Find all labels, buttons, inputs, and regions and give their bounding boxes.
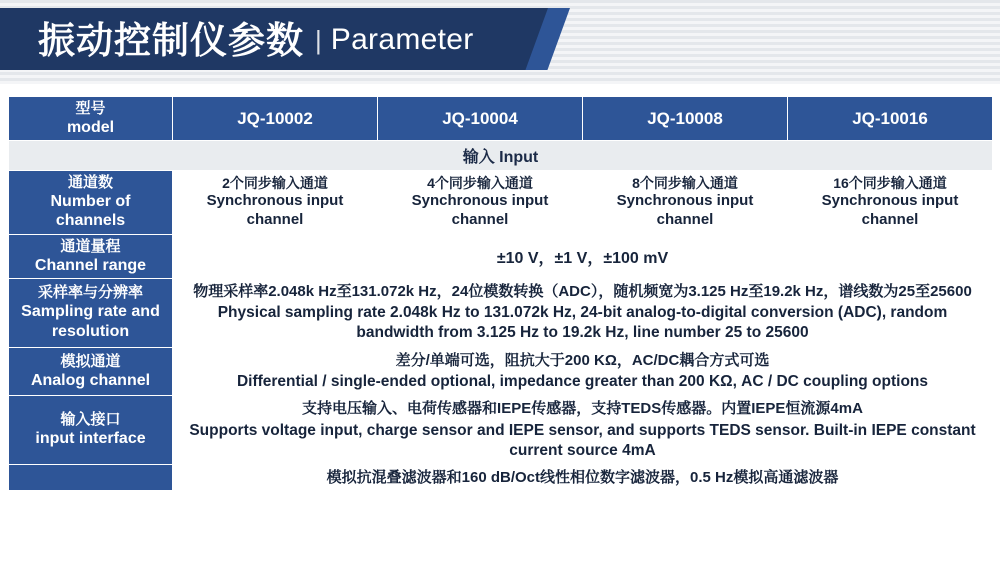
header-cell-model-3: JQ-10008 bbox=[583, 97, 788, 141]
row-label-channels-cn: 通道数 bbox=[67, 174, 113, 192]
table-header-row bbox=[9, 97, 993, 141]
cell-analog-channel-en: Differential / single-ended optional, impedance greater than 200 KΩ, AC / DC coupling options bbox=[236, 373, 929, 391]
page-title-cn: 振动控制仪参数 bbox=[38, 19, 304, 61]
cell-channels-2-en: Synchronous input channel bbox=[411, 192, 549, 229]
table-row bbox=[9, 234, 993, 278]
table-row bbox=[9, 347, 993, 396]
table-row bbox=[9, 396, 993, 465]
cell-channel-range: ±10 V，±1 V，±100 mV bbox=[173, 234, 993, 278]
header-model-en: model bbox=[66, 119, 115, 136]
row-label-analog-channel-cn: 模拟通道 bbox=[60, 352, 121, 370]
row-label-input-interface-cn: 输入接口 bbox=[60, 411, 121, 429]
row-label-filter bbox=[9, 464, 173, 491]
cell-analog-channel-cn: 差分/单端可选，阻抗大于200 KΩ，AC/DC耦合方式可选 bbox=[395, 351, 770, 369]
header-cell-model-1: JQ-10002 bbox=[173, 97, 378, 141]
cell-channels-1-en: Synchronous input channel bbox=[206, 192, 344, 229]
cell-sampling-rate-en: Physical sampling rate 2.048k Hz to 131.072k Hz, 24-bit analog-to-digital conversion (ADC), random bandwidth from 3.125 Hz to 19.2k Hz, line number 25 to 25600 bbox=[217, 304, 948, 342]
row-label-channel-range-en: Channel range bbox=[34, 256, 147, 274]
table-row bbox=[9, 278, 993, 347]
header-model-cn: 型号 bbox=[75, 100, 106, 117]
page-title bbox=[38, 12, 474, 68]
page-header bbox=[0, 0, 1000, 84]
section-label-input: 输入 Input bbox=[9, 141, 993, 171]
cell-channels-3-en: Synchronous input channel bbox=[616, 192, 754, 229]
row-label-input-interface bbox=[9, 396, 173, 465]
row-label-sampling-rate-en: Sampling rate and resolution bbox=[21, 303, 160, 340]
table-row bbox=[9, 171, 993, 234]
cell-sampling-rate bbox=[173, 278, 993, 347]
cell-analog-channel bbox=[173, 347, 993, 396]
page-title-en: Parameter bbox=[330, 23, 474, 56]
page-title-separator: | bbox=[315, 24, 322, 55]
row-label-analog-channel-en: Analog channel bbox=[30, 371, 151, 389]
cell-channels-4-en: Synchronous input channel bbox=[821, 192, 959, 229]
cell-channels-3 bbox=[583, 171, 788, 234]
row-label-sampling-rate bbox=[9, 278, 173, 347]
cell-channels-3-cn: 8个同步输入通道 bbox=[632, 174, 738, 191]
row-label-analog-channel bbox=[9, 347, 173, 396]
table-row bbox=[9, 464, 993, 491]
row-label-channel-range bbox=[9, 234, 173, 278]
cell-input-interface-en: Supports voltage input, charge sensor and IEPE sensor, and supports TEDS sensor. Built-in IEPE constant current source 4mA bbox=[189, 421, 976, 459]
cell-channels-1-cn: 2个同步输入通道 bbox=[222, 174, 328, 191]
cell-filter bbox=[173, 464, 993, 491]
spec-table-wrapper bbox=[8, 96, 992, 491]
row-label-channels-en: Number of channels bbox=[50, 193, 131, 230]
cell-sampling-rate-cn: 物理采样率2.048k Hz至131.072k Hz，24位模数转换（ADC），随机频宽为3.125 Hz至19.2k Hz，谱线数为25至25600 bbox=[193, 282, 972, 300]
cell-channels-2-cn: 4个同步输入通道 bbox=[427, 174, 533, 191]
cell-filter-cn: 模拟抗混叠滤波器和160 dB/Oct线性相位数字滤波器，0.5 Hz模拟高通滤波器 bbox=[326, 468, 839, 486]
table-section-row-input bbox=[9, 141, 993, 171]
row-label-sampling-rate-cn: 采样率与分辨率 bbox=[37, 284, 143, 302]
header-cell-model-2: JQ-10004 bbox=[378, 97, 583, 141]
cell-channels-1 bbox=[173, 171, 378, 234]
cell-channels-4 bbox=[788, 171, 993, 234]
row-label-channels bbox=[9, 171, 173, 234]
cell-input-interface bbox=[173, 396, 993, 465]
row-label-channel-range-cn: 通道量程 bbox=[60, 237, 121, 255]
cell-input-interface-cn: 支持电压输入、电荷传感器和IEPE传感器，支持TEDS传感器。内置IEPE恒流源4mA bbox=[302, 400, 863, 418]
cell-channels-4-cn: 16个同步输入通道 bbox=[833, 174, 947, 191]
header-cell-model-4: JQ-10016 bbox=[788, 97, 993, 141]
cell-channels-2 bbox=[378, 171, 583, 234]
header-cell-model bbox=[9, 97, 173, 141]
spec-table bbox=[8, 96, 993, 491]
row-label-input-interface-en: input interface bbox=[35, 430, 146, 448]
